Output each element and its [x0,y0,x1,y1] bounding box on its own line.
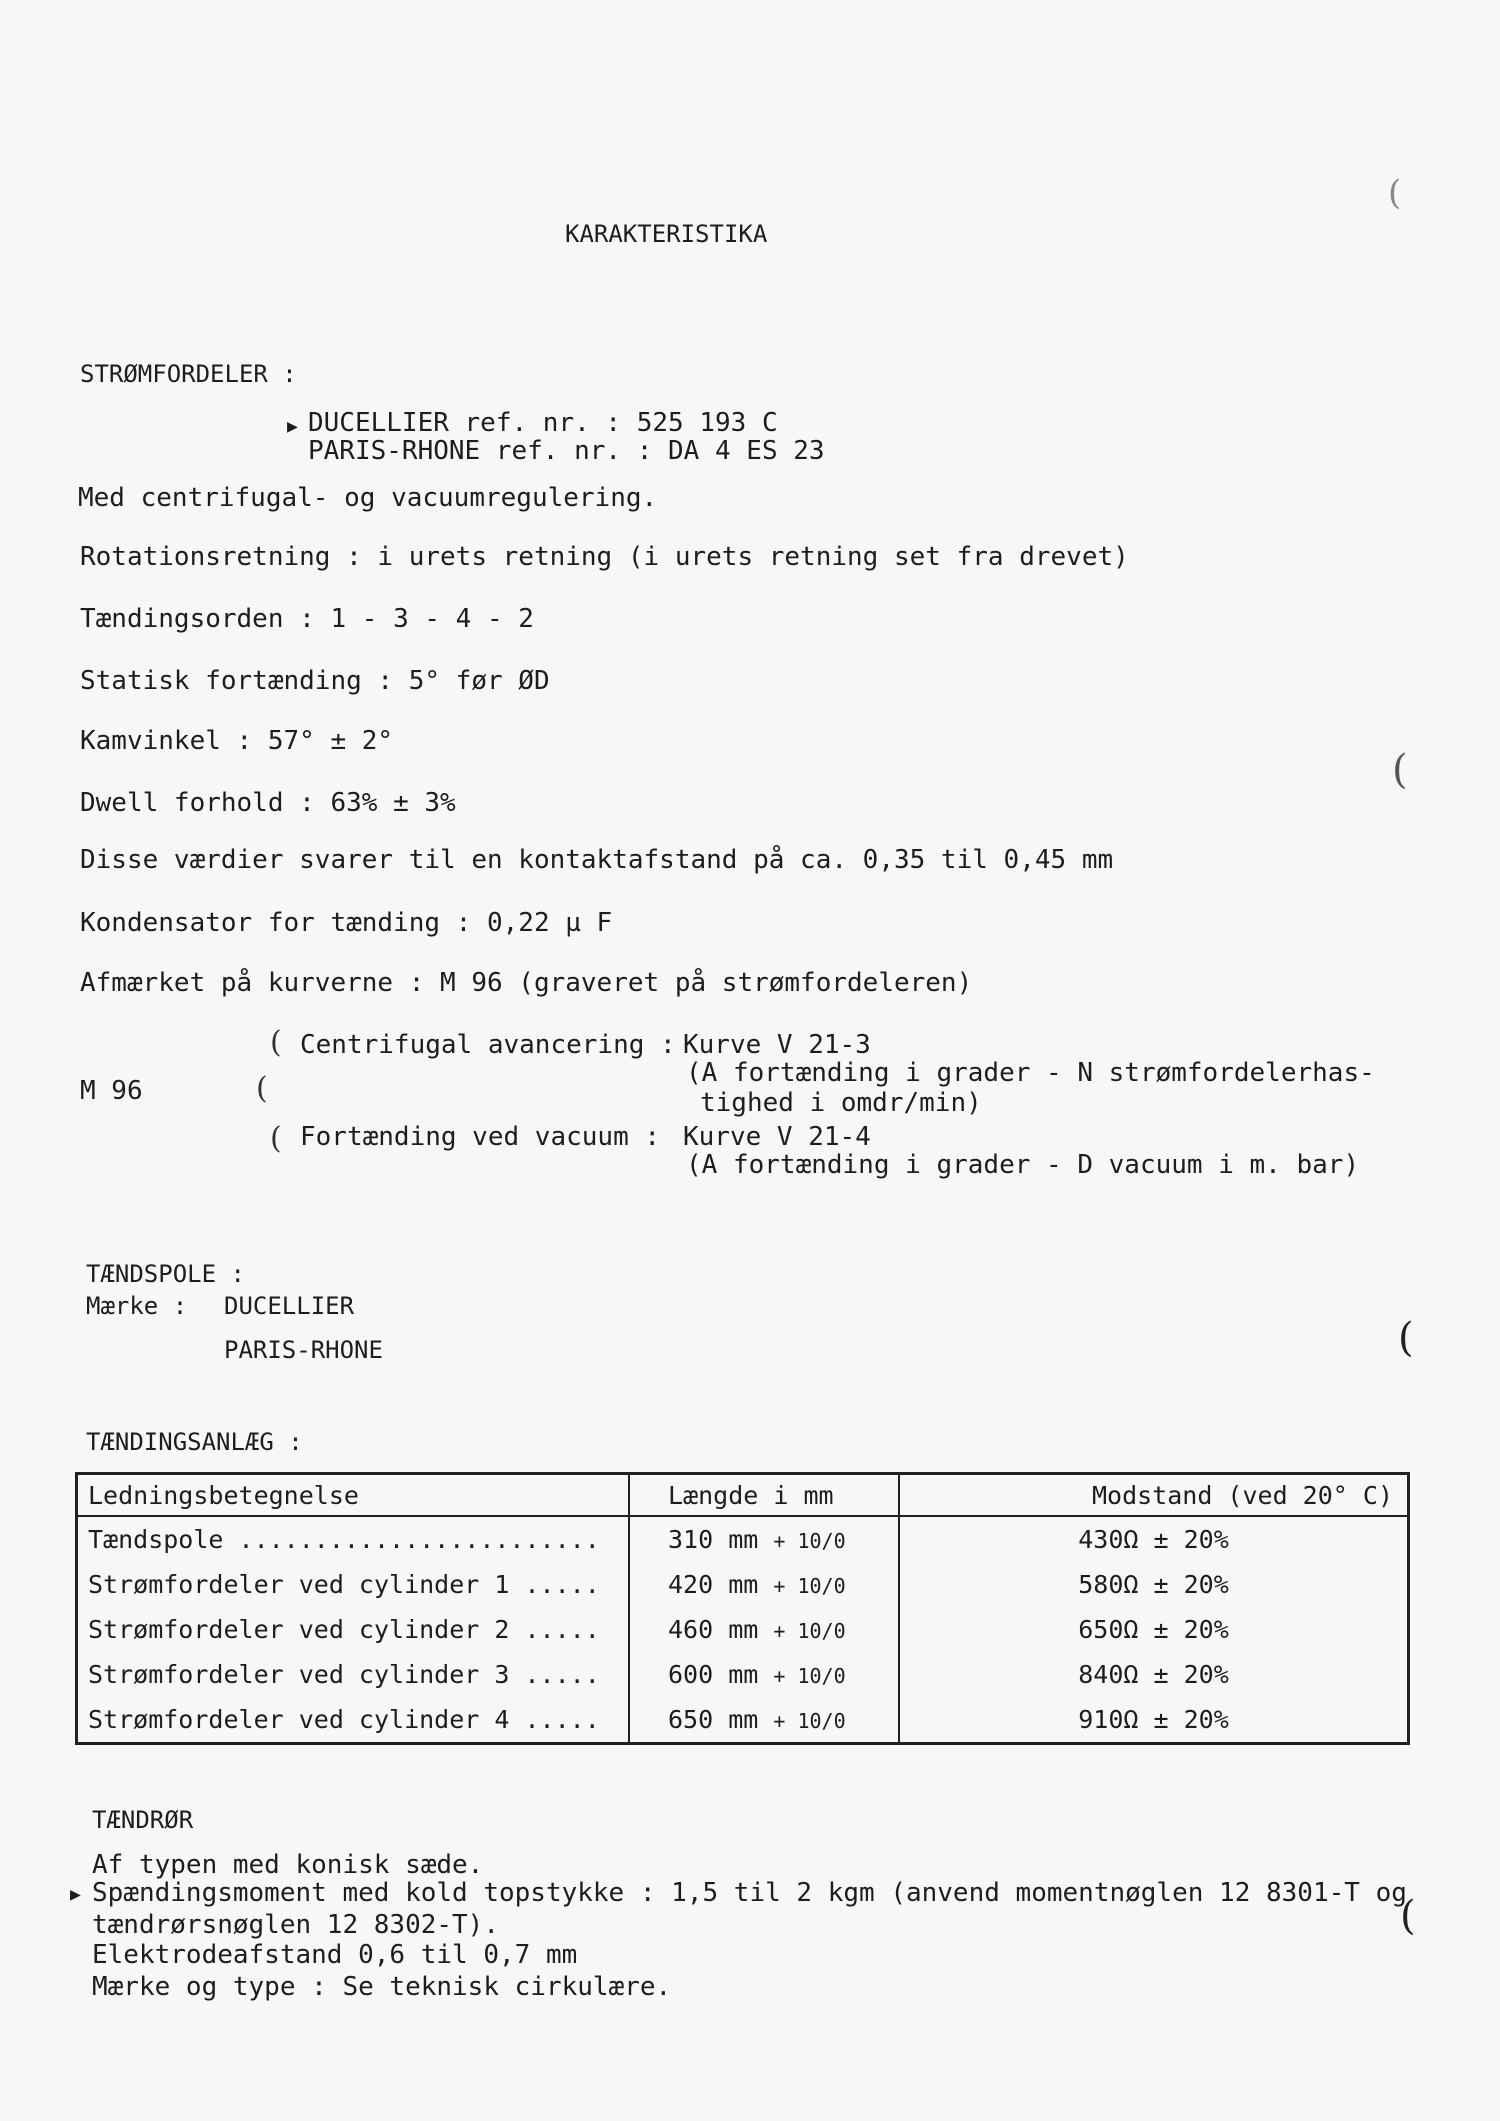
wire-length: 650 mm [668,1705,759,1734]
static-advance-line: Statisk fortænding : 5° før ØD [80,666,550,696]
spark-plugs-heading: TÆNDRØR [92,1806,194,1834]
centrifugal-label: Centrifugal avancering : [300,1030,676,1060]
coil-brand-2: PARIS-RHONE [224,1336,383,1364]
change-marker-arrow-icon: ▶ [70,1884,81,1905]
wire-tolerance: + 10/0 [773,1574,846,1598]
ref-paris-rhone: PARIS-RHONE ref. nr. : DA 4 ES 23 [308,436,825,466]
ignition-wiring-table [75,1472,1410,1745]
wire-length-cell [629,1652,899,1697]
wire-length-cell [629,1562,899,1607]
coil-brand-label: Mærke : [86,1292,188,1320]
wire-tolerance: + 10/0 [773,1529,846,1553]
wire-name: Tændspole ........................ [77,1516,630,1562]
coil-brand-1: DUCELLIER [224,1292,355,1320]
vacuum-label: Fortænding ved vacuum : [300,1122,661,1152]
wire-length: 600 mm [668,1660,759,1689]
wire-name: Strømfordeler ved cylinder 4 ..... [77,1697,630,1744]
coil-heading: TÆNDSPOLE : [86,1260,245,1288]
table-header-row [77,1474,1409,1517]
header-designation: Ledningsbetegnelse [77,1474,630,1517]
rotation-line: Rotationsretning : i urets retning (i urets retning set fra drevet) [80,542,1129,572]
table-row [77,1652,1409,1697]
page-title: KARAKTERISTIKA [565,220,768,248]
dwell-angle-line: Kamvinkel : 57° ± 2° [80,726,394,756]
spark-plug-line-1: Af typen med konisk sæde. [92,1850,484,1880]
wire-length: 420 mm [668,1570,759,1599]
contact-gap-line: Disse værdier svarer til en kontaktafstand på ca. 0,35 til 0,45 mm [80,845,1114,875]
vacuum-curve: Kurve V 21-4 [683,1122,871,1152]
wire-name: Strømfordeler ved cylinder 1 ..... [77,1562,630,1607]
vacuum-note: (A fortænding i grader - D vacuum i m. bar) [686,1150,1360,1180]
wire-resistance: 650Ω ± 20% [899,1607,1409,1652]
wire-tolerance: + 10/0 [773,1664,846,1688]
table-row [77,1607,1409,1652]
wire-length-cell [629,1516,899,1562]
binder-hole-mark-icon: ( [1400,1893,1416,1939]
spark-plug-line-4: Elektrodeafstand 0,6 til 0,7 mm [92,1940,578,1970]
header-length: Længde i mm [629,1474,899,1517]
centrifugal-note-2: tighed i omdr/min) [700,1088,982,1118]
wire-length: 310 mm [668,1525,759,1554]
wire-tolerance: + 10/0 [773,1709,846,1733]
regulation-line: Med centrifugal- og vacuumregulering. [78,483,658,513]
centrifugal-curve: Kurve V 21-3 [683,1030,871,1060]
marking-line: Afmærket på kurverne : M 96 (graveret på strømfordeleren) [80,968,973,998]
condenser-line: Kondensator for tænding : 0,22 µ F [80,908,613,938]
spark-plug-line-5: Mærke og type : Se teknisk cirkulære. [92,1972,672,2002]
table-row [77,1562,1409,1607]
table-row [77,1697,1409,1744]
binder-hole-mark-icon: ( [1388,173,1402,213]
ref-ducellier: DUCELLIER ref. nr. : 525 193 C [308,408,778,438]
wire-resistance: 580Ω ± 20% [899,1562,1409,1607]
curve-group-label: M 96 [80,1076,143,1106]
wire-resistance: 430Ω ± 20% [899,1516,1409,1562]
spark-plug-line-3: tændrørsnøglen 12 8302-T). [92,1910,499,1940]
brace-bottom-icon: ( [270,1121,282,1156]
wire-resistance: 840Ω ± 20% [899,1652,1409,1697]
wire-length: 460 mm [668,1615,759,1644]
firing-order-line: Tændingsorden : 1 - 3 - 4 - 2 [80,604,534,634]
table-row [77,1516,1409,1562]
distributor-heading: STRØMFORDELER : [80,360,297,388]
wire-length-cell [629,1697,899,1744]
header-resistance: Modstand (ved 20° C) [899,1474,1409,1517]
wire-length-cell [629,1607,899,1652]
wire-name: Strømfordeler ved cylinder 3 ..... [77,1652,630,1697]
change-marker-arrow-icon: ▶ [287,416,298,437]
binder-hole-mark-icon: ( [1398,1315,1414,1361]
ignition-system-heading: TÆNDINGSANLÆG : [86,1428,303,1456]
wire-tolerance: + 10/0 [773,1619,846,1643]
wire-resistance: 910Ω ± 20% [899,1697,1409,1744]
dwell-ratio-line: Dwell forhold : 63% ± 3% [80,788,456,818]
brace-top-icon: ( [270,1025,282,1060]
spark-plug-line-2: Spændingsmoment med kold topstykke : 1,5 til 2 kgm (anvend momentnøglen 12 8301-T og [92,1878,1407,1908]
centrifugal-note-1: (A fortænding i grader - N strømfordelerhas- [686,1058,1375,1088]
brace-left-icon: ( [256,1071,268,1106]
binder-hole-mark-icon: ( [1392,747,1408,793]
wire-name: Strømfordeler ved cylinder 2 ..... [77,1607,630,1652]
